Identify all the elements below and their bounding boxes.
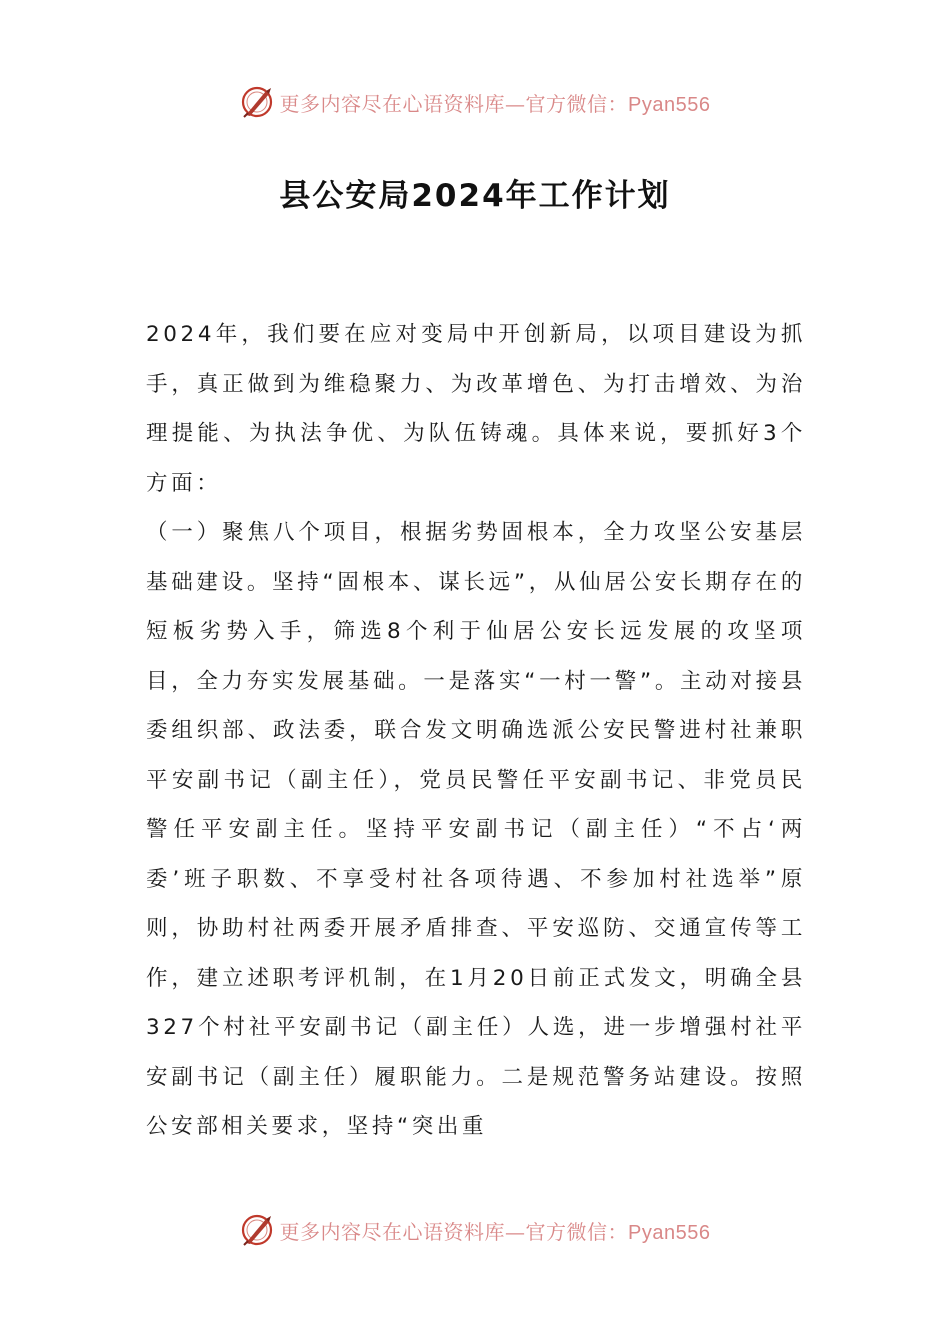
watermark-label: 更多内容尽在心语资料库—官方微信：	[279, 91, 629, 116]
watermark-label: 更多内容尽在心语资料库—官方微信：	[279, 1219, 629, 1244]
quill-pen-logo-icon	[240, 1213, 274, 1247]
page-title: 县公安局2024年工作计划	[279, 178, 671, 214]
footer-watermark	[0, 1210, 950, 1250]
header-watermark	[0, 82, 950, 122]
wechat-id: Pyan556	[628, 1221, 711, 1244]
watermark-text	[280, 1216, 711, 1245]
quill-pen-logo-icon	[240, 85, 274, 119]
watermark-text	[280, 88, 711, 117]
wechat-id: Pyan556	[628, 93, 711, 116]
document-body	[146, 310, 806, 1152]
paragraph-section-1: （一）聚焦八个项目，根据劣势固根本，全力攻坚公安基层基础建设。坚持“固根本、谋长远”，从仙居公安长期存在的短板劣势入手，筛选8个利于仙居公安长远发展的攻坚项目，全力夯实发展基础。一是落实“一村一警”。主动对接县委组织部、政法委，联合发文明确选派公安民警进村社兼职平安副书记（副主任），党员民警任平安副书记、非党员民警任平安副主任。坚持平安副书记（副主任）“不占‘两委’班子职数、不享受村社各项待遇、不参加村社选举”原则，协助村社两委开展矛盾排查、平安巡防、交通宣传等工作，建立述职考评机制，在1月20日前正式发文，明确全县327个村社平安副书记（副主任）人选，进一步增强村社平安副书记（副主任）履职能力。二是规范警务站建设。按照公安部相关要求，坚持“突出重	[146, 520, 806, 1139]
paragraph-intro: 2024年，我们要在应对变局中开创新局，以项目建设为抓手，真正做到为维稳聚力、为改革增色、为打击增效、为治理提能、为执法争优、为队伍铸魂。具体来说，要抓好3个方面：	[146, 322, 806, 496]
